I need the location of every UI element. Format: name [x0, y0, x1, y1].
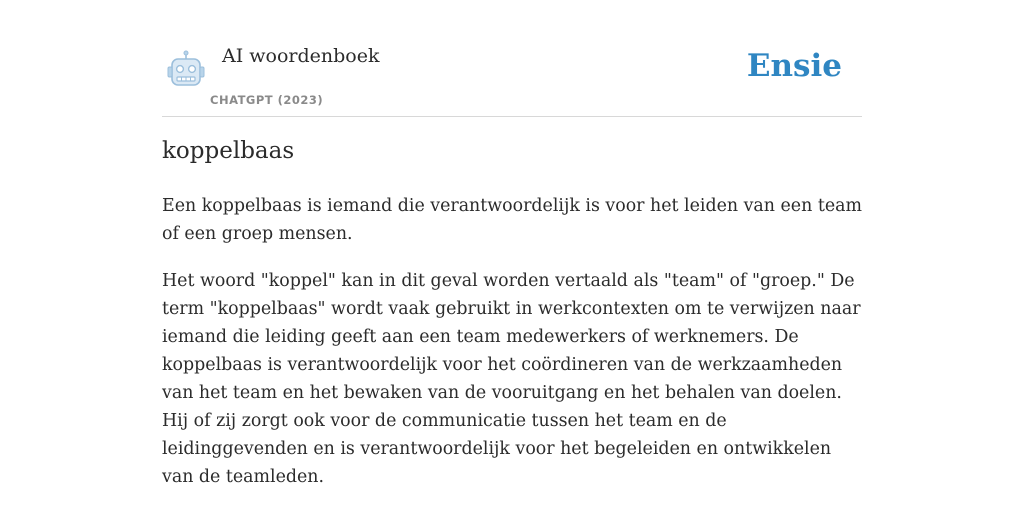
definition-paragraph: Het woord "koppel" kan in dit geval worden vertaald als "team" of "groep." De term "koppelbaas" wordt vaak gebruikt in werkcontexten om te verwijzen naar iemand die leiding geeft aan een team medewerkers of werknemers. De koppelbaas is verantwoordelijk voor het coördineren van de werkzaamheden van het team en het bewaken van de vooruitgang en het behalen van doelen. Hij of zij zorgt ook voor de communicatie tussen het team en de leidinggevenden en is verantwoordelijk voor het begeleiden en ontwikkelen van de teamleden. — [162, 271, 861, 487]
page-container — [162, 0, 862, 487]
ensie-logo[interactable]: Ensie — [746, 48, 842, 84]
source-label: CHATGPT (2023) — [210, 93, 324, 107]
header — [162, 0, 862, 117]
definition-paragraph: Een koppelbaas is iemand die verantwoordelijk is voor het leiden van een team of een groep mensen. — [162, 196, 862, 244]
robot-icon — [166, 50, 206, 90]
dictionary-title[interactable]: AI woordenboek — [222, 45, 380, 67]
entry-word: koppelbaas — [162, 138, 295, 164]
definition — [162, 192, 862, 510]
